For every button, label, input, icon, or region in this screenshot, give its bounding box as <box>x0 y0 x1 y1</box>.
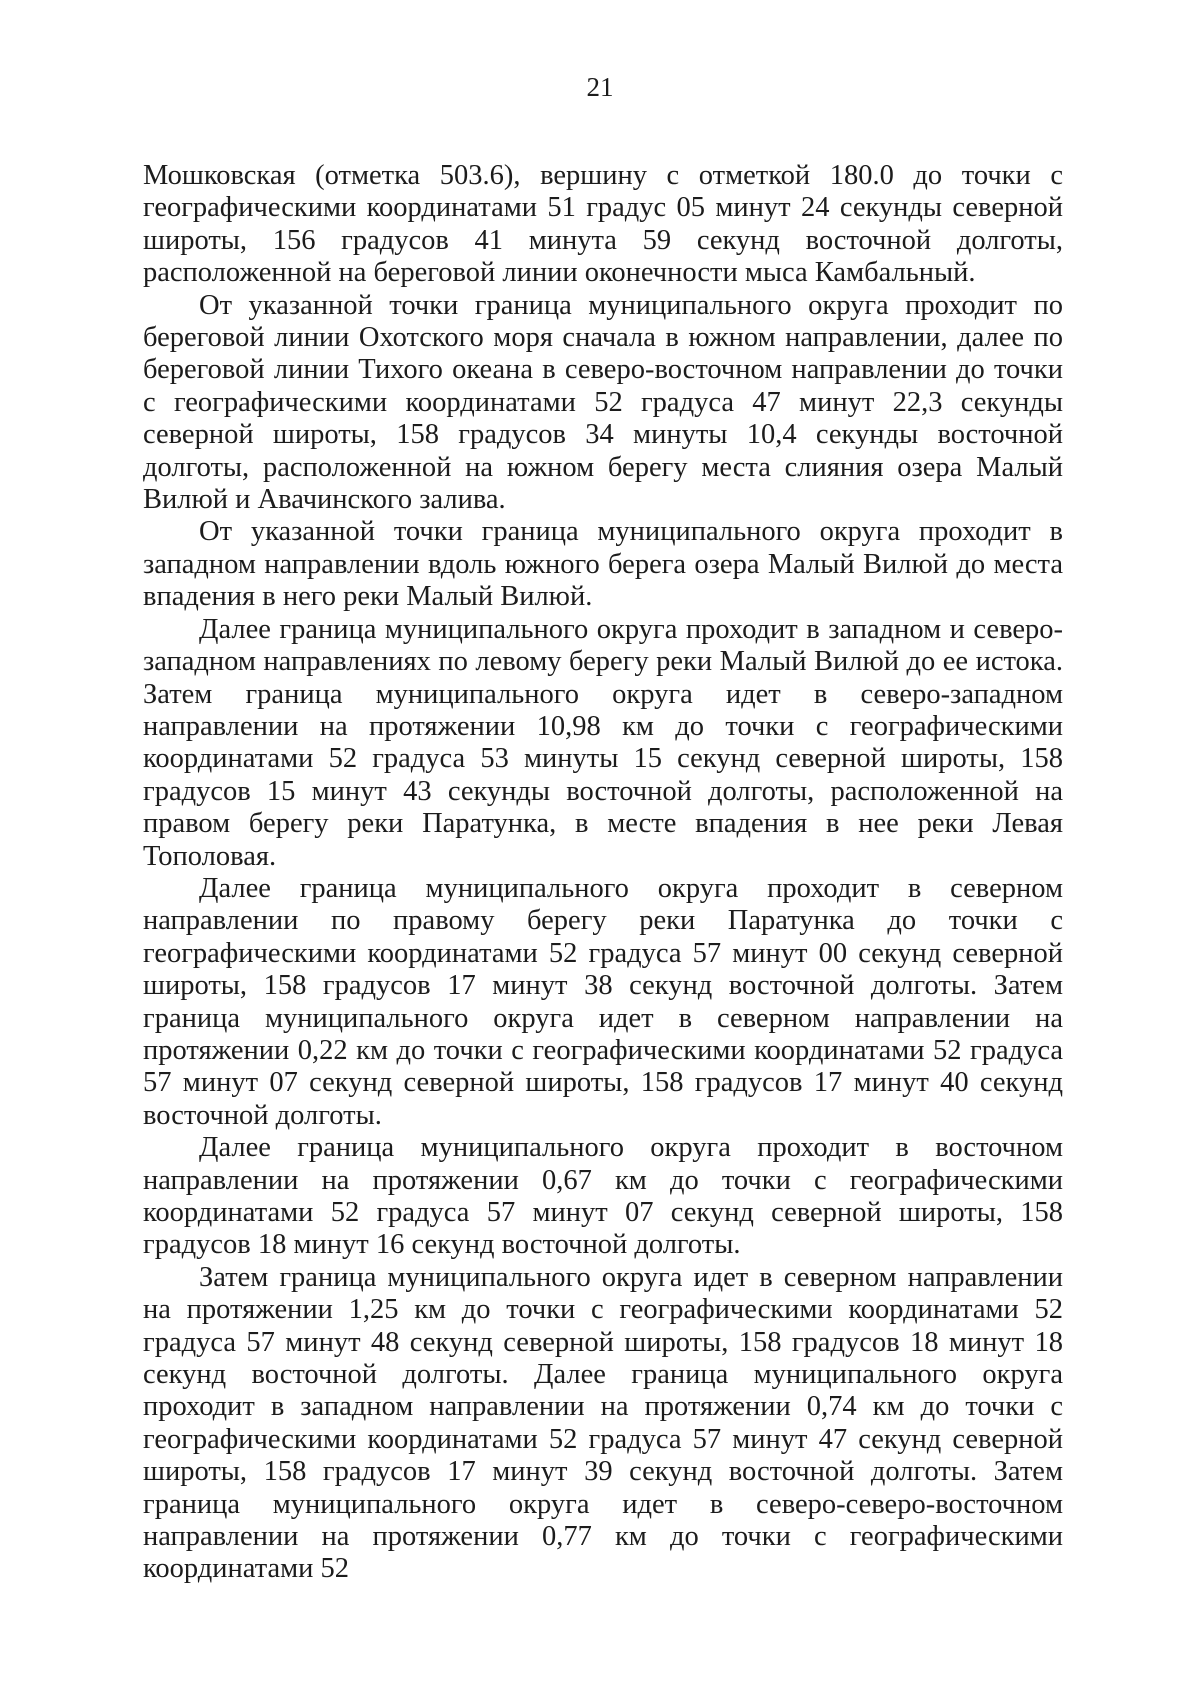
paragraph: Далее граница муниципального округа проходит в западном и северо-западном направлениях по левому берегу реки Малый Вилюй до ее истока. Затем граница муниципального округа идет в северо-западном направлении на протяжении 10,98 км до точки с географическими координатами 52 градуса 53 минуты 15 секунд северной широты, 158 градусов 15 минут 43 секунды восточной долготы, расположенной на правом берегу реки Паратунка, в месте впадения в нее реки Левая Тополовая. <box>143 613 1063 872</box>
paragraph: Далее граница муниципального округа проходит в северном направлении по правому берегу реки Паратунка до точки с географическими координатами 52 градуса 57 минут 00 секунд северной широты, 158 градусов 17 минут 38 секунд восточной долготы. Затем граница муниципального округа идет в северном направлении на протяжении 0,22 км до точки с географическими координатами 52 градуса 57 минут 07 секунд северной широты, 158 градусов 17 минут 40 секунд восточной долготы. <box>143 872 1063 1131</box>
document-body <box>143 160 1063 1586</box>
paragraph: Далее граница муниципального округа проходит в восточном направлении на протяжении 0,67 км до точки с географическими координатами 52 градуса 57 минут 07 секунд северной широты, 158 градусов 18 минут 16 секунд восточной долготы. <box>143 1132 1063 1261</box>
paragraph: От указанной точки граница муниципального округа проходит по береговой линии Охотского моря сначала в южном направлении, далее по береговой линии Тихого океана в северо-восточном направлении до точки с географическими координатами 52 градуса 47 минут 22,3 секунды северной широты, 158 градусов 34 минуты 10,4 секунды восточной долготы, расположенной на южном берегу места слияния озера Малый Вилюй и Авачинского залива. <box>143 289 1063 516</box>
paragraph: От указанной точки граница муниципального округа проходит в западном направлении вдоль южного берега озера Малый Вилюй до места впадения в него реки Малый Вилюй. <box>143 516 1063 613</box>
page-number: 21 <box>586 72 614 102</box>
paragraph-continuation: Мошковская (отметка 503.6), вершину с отметкой 180.0 до точки с географическими координатами 51 градус 05 минут 24 секунды северной широты, 156 градусов 41 минута 59 секунд восточной долготы, расположенной на береговой линии оконечности мыса Камбальный. <box>143 160 1063 289</box>
paragraph: Затем граница муниципального округа идет в северном направлении на протяжении 1,25 км до точки с географическими координатами 52 градуса 57 минут 48 секунд северной широты, 158 градусов 18 минут 18 секунд восточной долготы. Далее граница муниципального округа проходит в западном направлении на протяжении 0,74 км до точки с географическими координатами 52 градуса 57 минут 47 секунд северной широты, 158 градусов 17 минут 39 секунд восточной долготы. Затем граница муниципального округа идет в северо-северо-восточном направлении на протяжении 0,77 км до точки с географическими координатами 52 <box>143 1261 1063 1585</box>
